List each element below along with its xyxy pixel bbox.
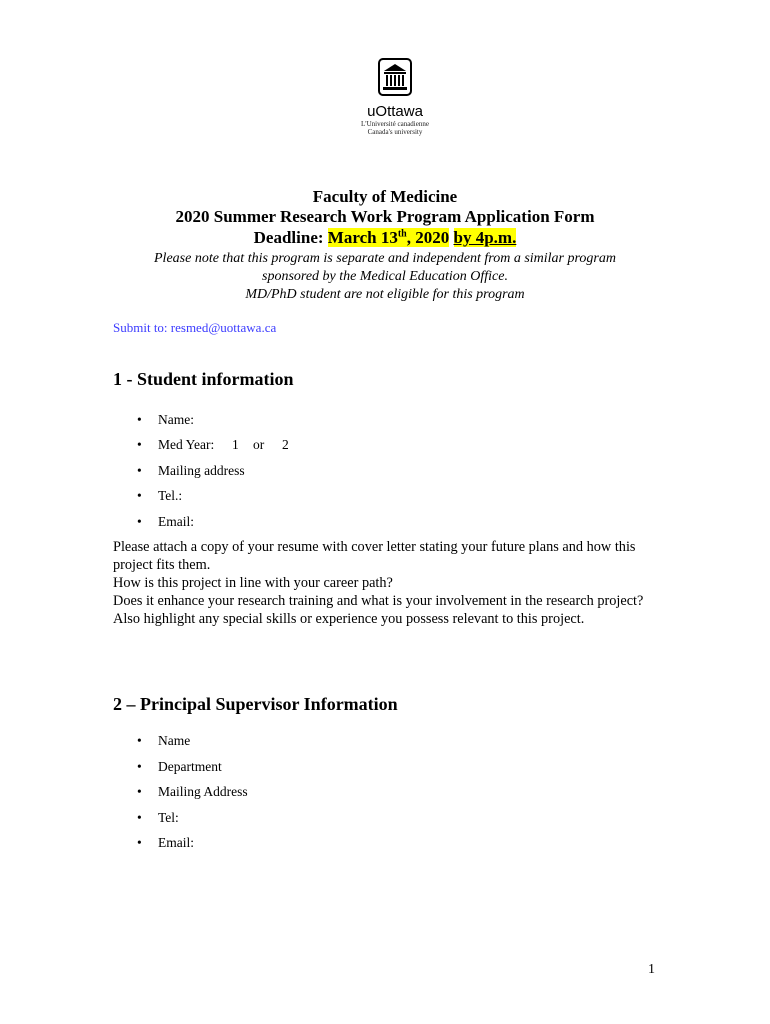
university-building-icon [378, 58, 412, 96]
uottawa-logo [355, 58, 435, 136]
med-year-option-2: 2 [282, 437, 289, 452]
deadline-month-day: March 13 [327, 228, 398, 247]
bullet: • [137, 810, 142, 825]
section1-heading: 1 - Student information [113, 369, 294, 389]
field-tel-label: Tel.: [158, 488, 183, 503]
instructions-paragraph [113, 539, 653, 629]
section2-heading: 2 – Principal Supervisor Information [113, 694, 398, 714]
instruction-line: How is this project in line with your career path? [113, 574, 393, 591]
instruction-line: Please attach a copy of your resume with cover letter stating your future plans and how this project fits them. [113, 539, 636, 573]
note-line-2: sponsored by the Medical Education Office. [262, 269, 508, 284]
bullet: • [137, 437, 142, 452]
instruction-line: Also highlight any special skills or experience you possess relevant to this project. [113, 610, 585, 627]
bullet: • [137, 463, 142, 478]
instruction-line: Does it enhance your research training and what is your involvement in the research project? [113, 592, 644, 609]
bullet: • [137, 733, 142, 748]
note-line-3: MD/PhD student are not eligible for this program [245, 287, 525, 302]
deadline-time: by 4p.m. [453, 228, 517, 247]
note-line-1: Please note that this program is separate and independent from a similar program [154, 251, 616, 266]
form-title: 2020 Summer Research Work Program Application Form [175, 207, 595, 226]
supervisor-tel-label: Tel: [158, 810, 179, 825]
deadline [0, 228, 770, 248]
bullet: • [137, 835, 142, 850]
bullet: • [137, 514, 142, 529]
deadline-date [328, 228, 449, 247]
med-year-or: or [253, 437, 265, 452]
faculty-title: Faculty of Medicine [312, 187, 458, 206]
deadline-suffix: th [397, 228, 407, 240]
submit-email-link[interactable]: Submit to: resmed@uottawa.ca [113, 320, 277, 335]
deadline-year: , 2020 [406, 228, 450, 247]
field-mailing-address-label: Mailing address [158, 463, 245, 478]
supervisor-department-label: Department [158, 759, 222, 774]
field-email-label: Email: [158, 514, 194, 529]
supervisor-name-label: Name [158, 733, 191, 748]
supervisor-mailing-address-label: Mailing Address [158, 784, 248, 799]
page-number: 1 [648, 962, 655, 977]
logo-name: uOttawa [367, 103, 423, 120]
logo-tagline-en: Canada's university [367, 128, 423, 136]
bullet: • [137, 488, 142, 503]
bullet: • [137, 784, 142, 799]
bullet: • [137, 412, 142, 427]
field-name-label: Name: [158, 412, 194, 427]
med-year-option-1: 1 [232, 437, 239, 452]
deadline-label: Deadline: [253, 228, 328, 247]
field-med-year-label: Med Year: [158, 437, 215, 452]
supervisor-email-label: Email: [158, 835, 194, 850]
logo-tagline-fr: L'Université canadienne [361, 120, 429, 128]
bullet: • [137, 759, 142, 774]
